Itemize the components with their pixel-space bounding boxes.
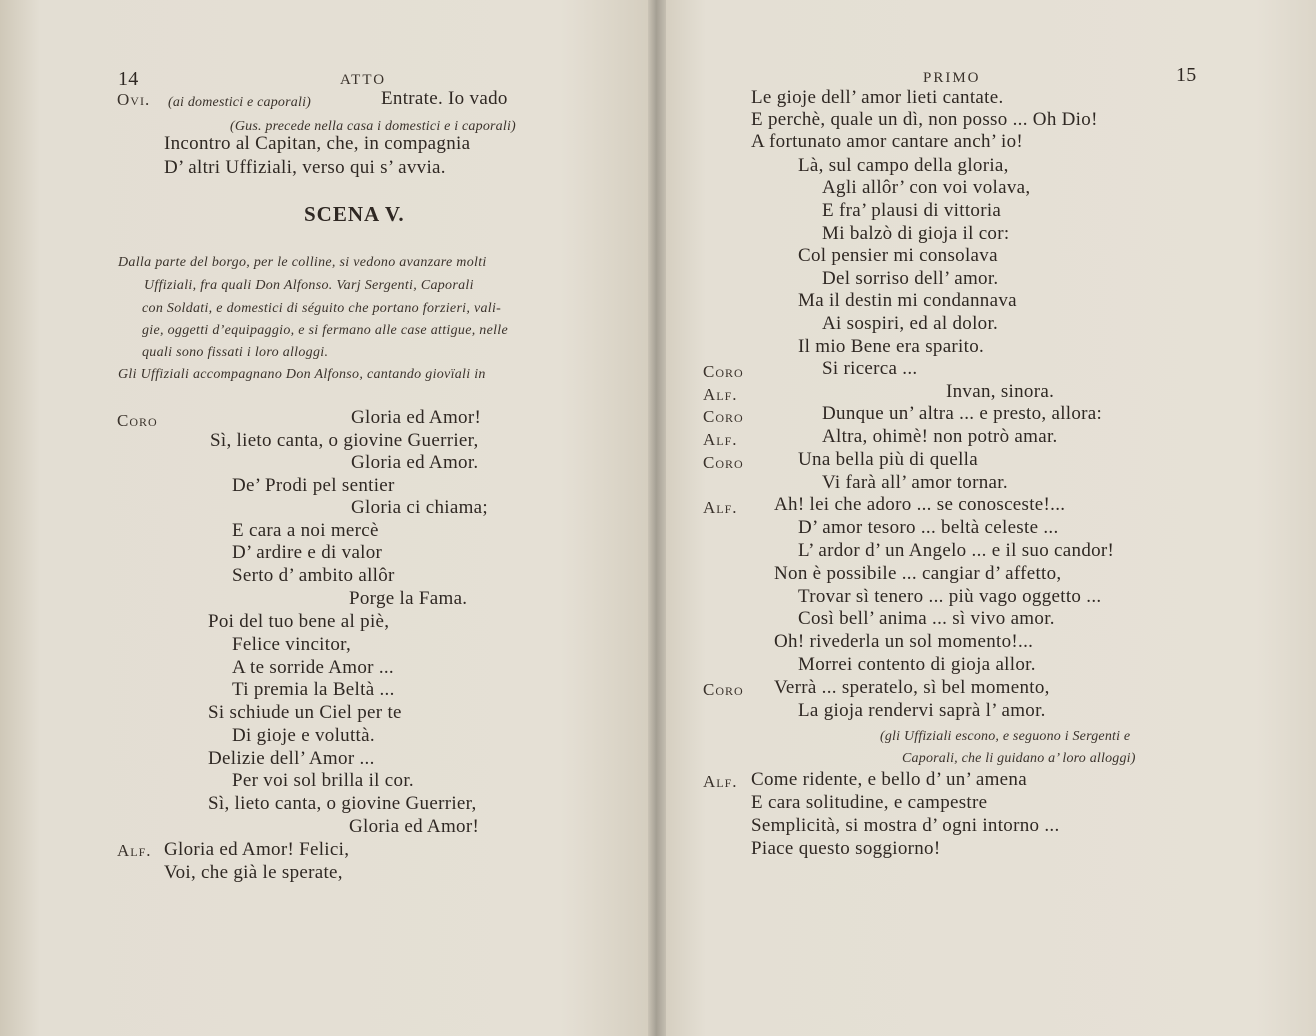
book-spine	[648, 0, 666, 1036]
stage-direction: Caporali, che li guidano a’ loro alloggi)	[902, 751, 1136, 766]
speaker-label: Alf.	[703, 430, 738, 449]
verse-line: Del sorriso dell’ amor.	[822, 268, 999, 289]
chorus-line: Per voi sol brilla il cor.	[232, 770, 414, 791]
chorus-line: Di gioje e voluttà.	[232, 725, 375, 746]
verse-line: Trovar sì tenero ... più vago oggetto ...	[798, 586, 1102, 607]
speaker-label: Coro	[703, 680, 744, 699]
verse-line: D’ amor tesoro ... beltà celeste ...	[798, 517, 1059, 538]
description-line: Gli Uffiziali accompagnano Don Alfonso, cantando giovïali in	[118, 367, 486, 382]
verse-line: E fra’ plausi di vittoria	[822, 200, 1002, 221]
verse-line: Entrate. Io vado	[381, 88, 508, 109]
verse-line: Là, sul campo della gloria,	[798, 155, 1009, 176]
verse-line: Vi farà all’ amor tornar.	[822, 472, 1008, 493]
verse-line: Morrei contento di gioja allor.	[798, 654, 1036, 675]
speaker-label: Alf.	[703, 385, 738, 404]
chorus-line: Poi del tuo bene al piè,	[208, 611, 390, 632]
chorus-line: Gloria ed Amor!	[349, 816, 480, 837]
verse-line: Ah! lei che adoro ... se conosceste!...	[774, 494, 1066, 515]
verse-line: Verrà ... speratelo, sì bel momento,	[774, 677, 1050, 698]
verse-line: Oh! rivederla un sol momento!...	[774, 631, 1034, 652]
chorus-line: Ti premia la Beltà ...	[232, 679, 395, 700]
speaker-label: Alf.	[117, 841, 152, 860]
chorus-line: Felice vincitor,	[232, 634, 352, 655]
chorus-line: A te sorride Amor ...	[232, 657, 394, 678]
verse-line: Invan, sinora.	[946, 381, 1055, 402]
verse-line: Agli allôr’ con voi volava,	[822, 177, 1031, 198]
verse-line: Altra, ohimè! non potrò amar.	[822, 426, 1058, 447]
right-page	[656, 0, 1316, 1036]
stage-direction: (Gus. precede nella casa i domestici e i caporali)	[230, 119, 516, 134]
chorus-line: D’ ardire e di valor	[232, 542, 383, 563]
verse-line: Col pensier mi consolava	[798, 245, 998, 266]
left-page	[0, 0, 656, 1036]
speaker-label: Coro	[703, 453, 744, 472]
chorus-line: Porge la Fama.	[349, 588, 468, 609]
verse-line: Incontro al Capitan, che, in compagnia	[164, 133, 471, 154]
verse-line: La gioja rendervi saprà l’ amor.	[798, 700, 1046, 721]
verse-line: Voi, che già le sperate,	[164, 862, 343, 883]
verse-line: L’ ardor d’ un Angelo ... e il suo candor!	[798, 540, 1115, 561]
description-line: gie, oggetti d’equipaggio, e si fermano alle case attigue, nelle	[142, 323, 509, 338]
chorus-line: De’ Prodi pel sentier	[232, 475, 395, 496]
verse-line: Dunque un’ altra ... e presto, allora:	[822, 403, 1103, 424]
verse-line: D’ altri Uffiziali, verso qui s’ avvia.	[164, 157, 446, 178]
verse-line: Piace questo soggiorno!	[751, 838, 941, 859]
chorus-line: Gloria ci chiama;	[351, 497, 488, 518]
verse-line: Non è possibile ... cangiar d’ affetto,	[774, 563, 1062, 584]
speaker-label: Alf.	[703, 772, 738, 791]
verse-line: E perchè, quale un dì, non posso ... Oh Dio!	[751, 109, 1098, 130]
speaker-label: Coro	[703, 407, 744, 426]
verse-line: A fortunato amor cantare anch’ io!	[751, 131, 1024, 152]
description-line: quali sono fissati i loro alloggi.	[142, 345, 329, 360]
verse-line: E cara solitudine, e campestre	[751, 792, 988, 813]
description-line: Dalla parte del borgo, per le colline, si vedono avanzare molti	[118, 255, 487, 270]
verse-line: Come ridente, e bello d’ un’ amena	[751, 769, 1027, 790]
chorus-line: Serto d’ ambito allôr	[232, 565, 395, 586]
chorus-line: Si schiude un Ciel per te	[208, 702, 402, 723]
chorus-line: E cara a noi mercè	[232, 520, 379, 541]
speaker-label: Alf.	[703, 498, 738, 517]
verse-line: Le gioje dell’ amor lieti cantate.	[751, 87, 1004, 108]
verse-line: Una bella più di quella	[798, 449, 978, 470]
chorus-line: Delizie dell’ Amor ...	[208, 748, 375, 769]
stage-direction: (gli Uffiziali escono, e seguono i Sergenti e	[880, 729, 1131, 744]
verse-line: Si ricerca ...	[822, 358, 918, 379]
running-head: PRIMO	[923, 70, 981, 86]
speaker-label: Coro	[117, 411, 158, 430]
verse-line: Ma il destin mi condannava	[798, 290, 1017, 311]
verse-line: Così bell’ anima ... sì vivo amor.	[798, 608, 1055, 629]
stage-direction: (ai domestici e caporali)	[168, 95, 312, 110]
chorus-line: Gloria ed Amor.	[351, 452, 479, 473]
speaker-label: Coro	[703, 362, 744, 381]
speaker-label: Ovi.	[117, 90, 151, 109]
chorus-line: Sì, lieto canta, o giovine Guerrier,	[210, 430, 479, 451]
verse-line: Gloria ed Amor! Felici,	[164, 839, 350, 860]
verse-line: Semplicità, si mostra d’ ogni intorno ...	[751, 815, 1060, 836]
verse-line: Ai sospiri, ed al dolor.	[822, 313, 999, 334]
description-line: Uffiziali, fra quali Don Alfonso. Varj Sergenti, Caporali	[144, 278, 474, 293]
description-line: con Soldati, e domestici di séguito che portano forzieri, vali-	[142, 301, 502, 316]
verse-line: Mi balzò di gioja il cor:	[822, 223, 1010, 244]
page-number: 14	[118, 68, 139, 90]
chorus-line: Gloria ed Amor!	[351, 407, 482, 428]
scene-title: SCENA V.	[304, 202, 405, 226]
chorus-line: Sì, lieto canta, o giovine Guerrier,	[208, 793, 477, 814]
running-head: ATTO	[340, 72, 387, 88]
verse-line: Il mio Bene era sparito.	[798, 336, 985, 357]
page-number: 15	[1176, 64, 1197, 86]
